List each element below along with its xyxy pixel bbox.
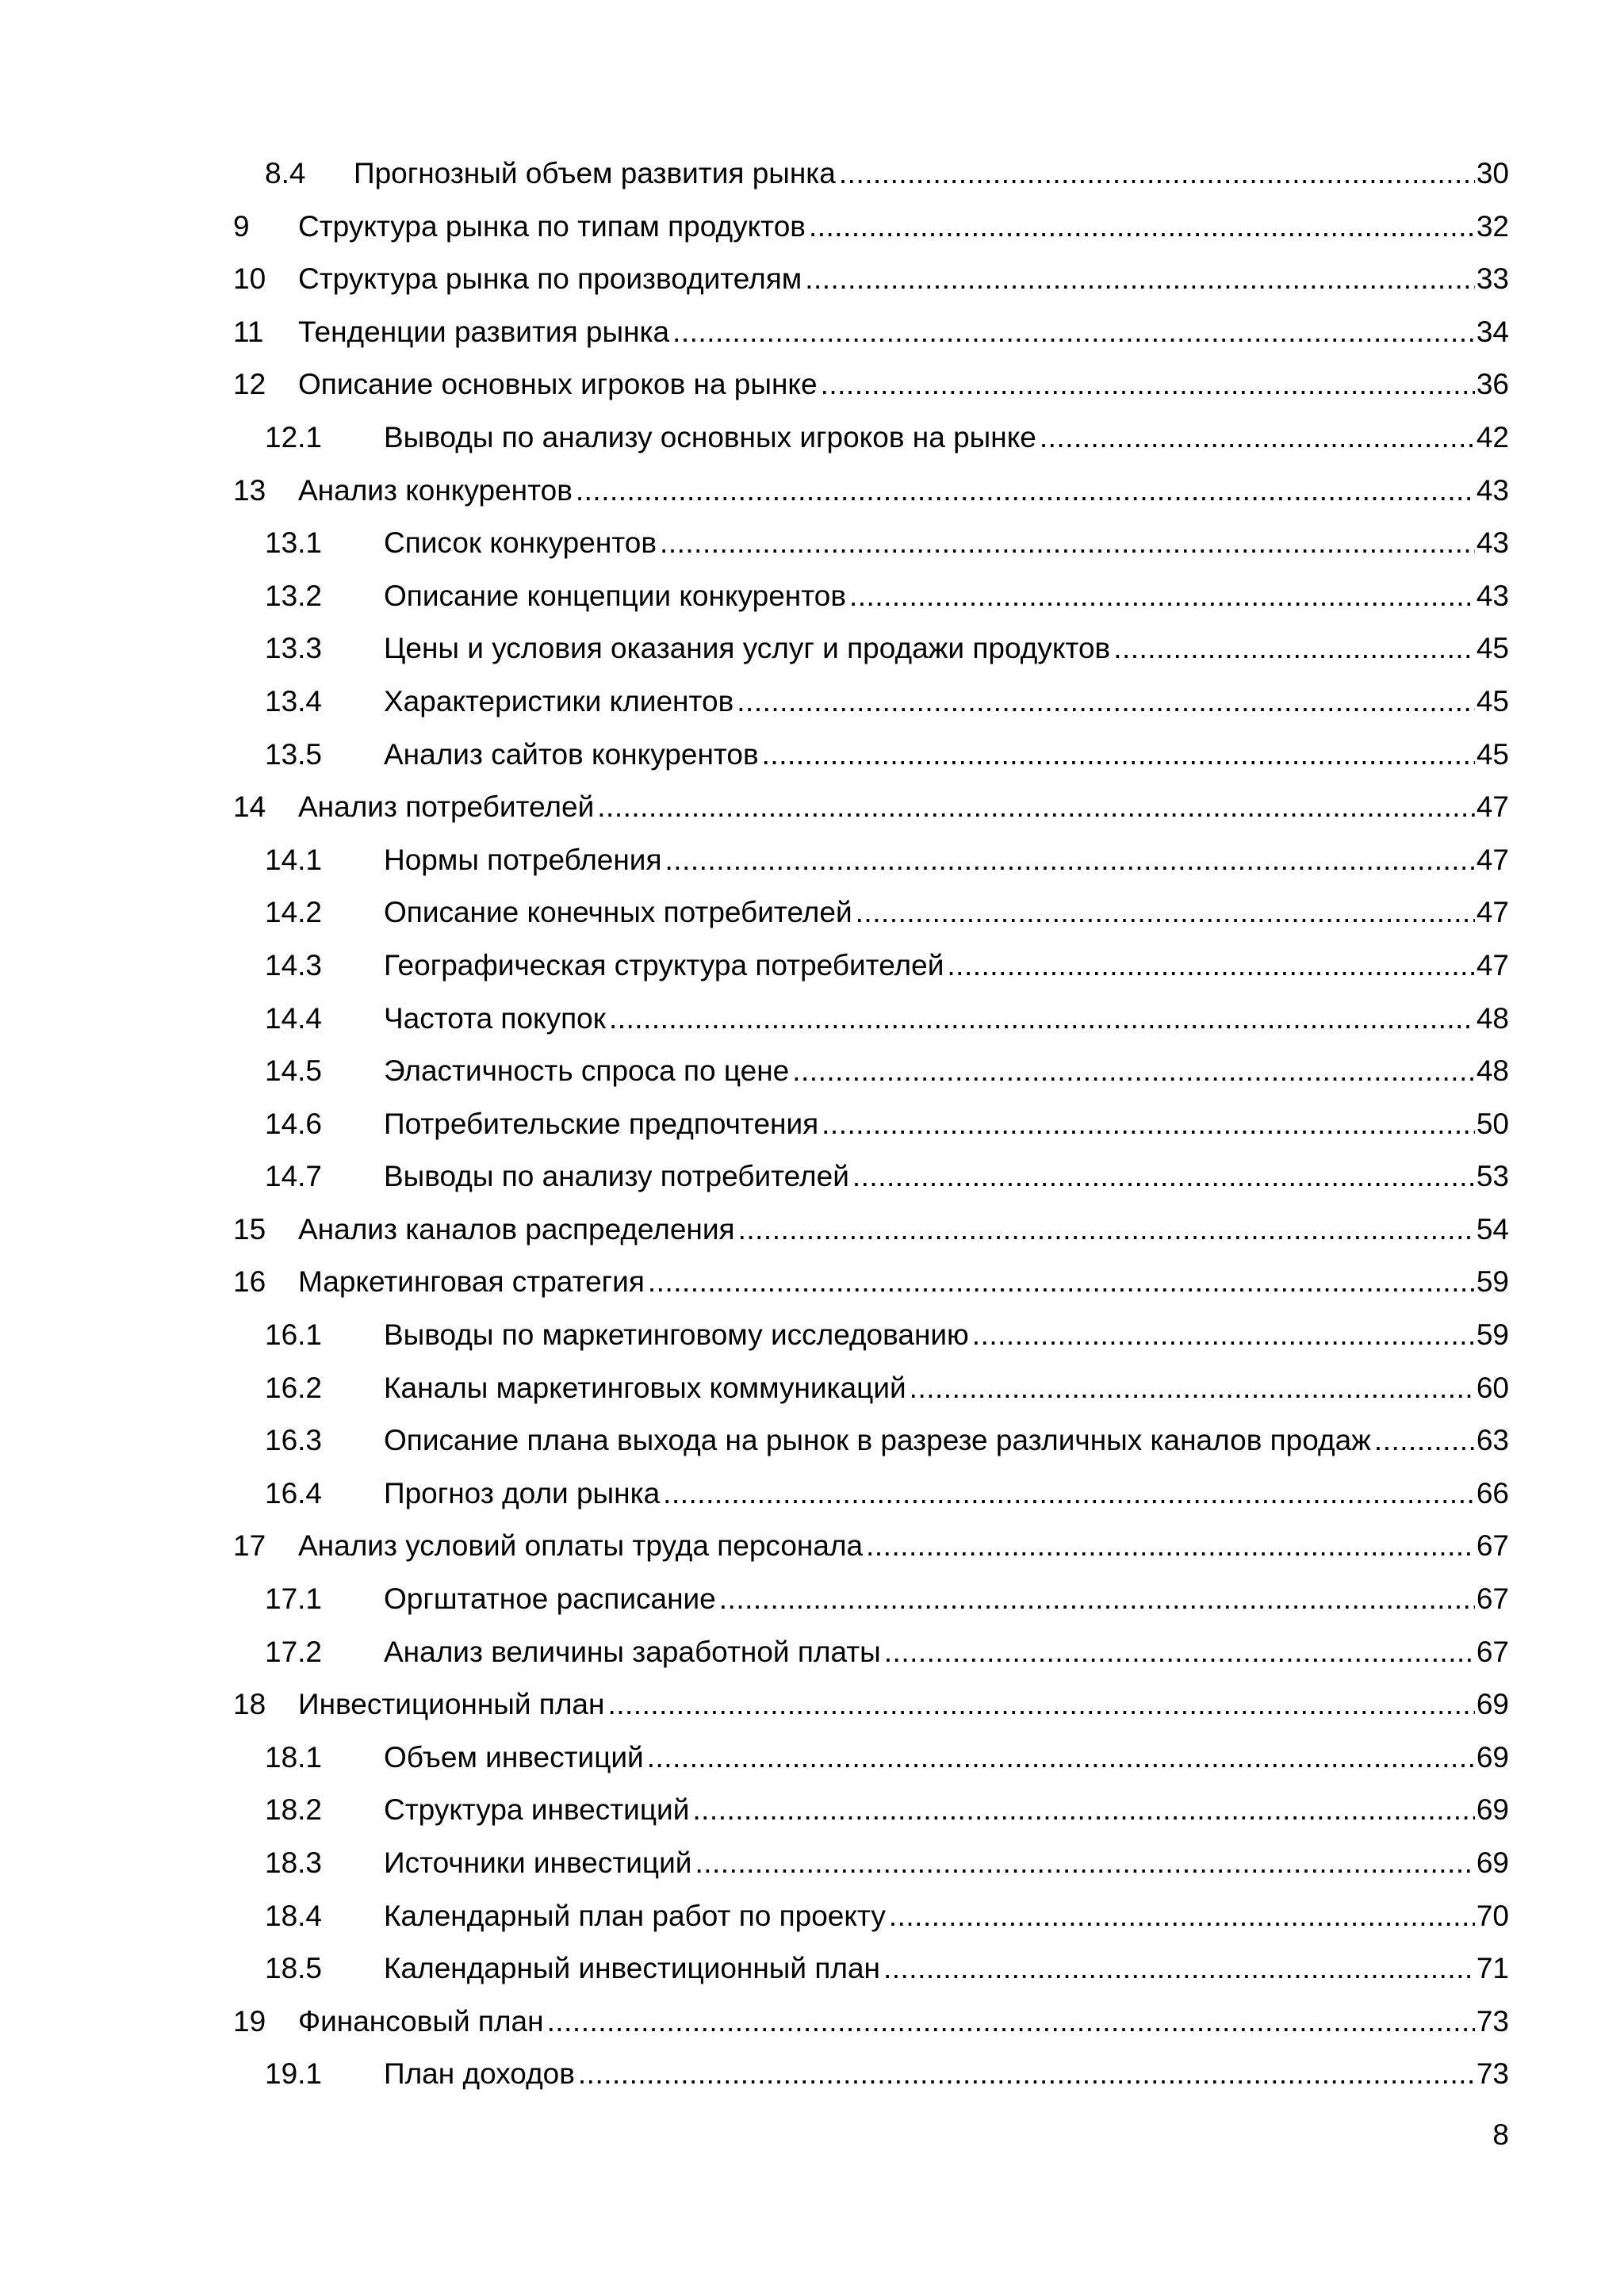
- toc-entry-page: 45: [1476, 737, 1509, 771]
- toc-entry[interactable]: [0, 1468, 1624, 1521]
- toc-entry-number: 13.1: [265, 526, 323, 560]
- toc-entry-page: 47: [1476, 896, 1509, 929]
- toc-dot-leader: [576, 465, 1475, 518]
- toc-entry[interactable]: [0, 1626, 1624, 1679]
- toc-entry[interactable]: [0, 1362, 1624, 1415]
- toc-entry[interactable]: [0, 729, 1624, 782]
- toc-dot-leader: [821, 358, 1475, 411]
- toc-entry-page: 48: [1476, 1054, 1509, 1088]
- toc-entry-title: Календарный план работ по проекту: [384, 1899, 886, 1932]
- toc-entry-number: 14.7: [265, 1160, 323, 1193]
- toc-entry-number: 13.4: [265, 684, 323, 718]
- toc-entry-number: 13.3: [265, 632, 323, 665]
- toc-entry-number: 16: [233, 1265, 266, 1299]
- toc-entry-page: 59: [1476, 1318, 1509, 1352]
- toc-entry-number: 12.1: [265, 420, 323, 453]
- toc-entry-page: 34: [1476, 315, 1509, 348]
- toc-entry-number: 14: [233, 790, 266, 824]
- toc-entry-number: 15: [233, 1212, 266, 1246]
- toc-entry-title: Анализ величины заработной платы: [384, 1635, 881, 1668]
- toc-entry-page: 67: [1476, 1635, 1509, 1668]
- toc-dot-leader: [607, 1678, 1474, 1732]
- toc-entry-title: Цены и условия оказания услуг и продажи продуктов: [384, 632, 1111, 665]
- toc-dot-leader: [1040, 411, 1475, 465]
- toc-entry-page: 69: [1476, 1793, 1509, 1827]
- toc-entry[interactable]: [0, 1996, 1624, 2049]
- toc-entry-number: 9: [233, 209, 250, 243]
- toc-entry-number: 17.1: [265, 1582, 323, 1616]
- toc-entry-page: 33: [1476, 262, 1509, 296]
- toc-entry[interactable]: [0, 570, 1624, 623]
- toc-entry-page: 73: [1476, 2004, 1509, 2038]
- toc-entry[interactable]: [0, 675, 1624, 729]
- toc-entry-title: Инвестиционный план: [298, 1688, 605, 1721]
- toc-dot-leader: [737, 675, 1475, 729]
- toc-dot-leader: [972, 1309, 1475, 1362]
- toc-entry-title: Анализ конкурентов: [298, 473, 573, 507]
- toc-entry-page: 69: [1476, 1740, 1509, 1774]
- toc-dot-leader: [852, 1150, 1475, 1203]
- toc-entry-number: 13: [233, 473, 266, 507]
- toc-entry[interactable]: [0, 886, 1624, 939]
- toc-entry-page: 32: [1476, 209, 1509, 243]
- toc-entry-page: 43: [1476, 526, 1509, 560]
- toc-entry-page: 70: [1476, 1899, 1509, 1932]
- toc-dot-leader: [822, 1098, 1475, 1151]
- toc-dot-leader: [695, 1837, 1474, 1890]
- toc-entry[interactable]: [0, 1045, 1624, 1098]
- toc-entry-page: 43: [1476, 579, 1509, 612]
- toc-entry-page: 36: [1476, 368, 1509, 401]
- toc-entry[interactable]: [0, 1837, 1624, 1890]
- toc-entry-page: 50: [1476, 1107, 1509, 1140]
- toc-entry-title: Нормы потребления: [384, 843, 662, 876]
- toc-entry-page: 60: [1476, 1371, 1509, 1404]
- toc-entry[interactable]: [0, 253, 1624, 306]
- toc-entry-title: Частота покупок: [384, 1001, 606, 1035]
- toc-entry[interactable]: [0, 622, 1624, 675]
- toc-entry[interactable]: [0, 1098, 1624, 1151]
- toc-entry[interactable]: [0, 1150, 1624, 1203]
- toc-dot-leader: [648, 1256, 1475, 1309]
- toc-entry-title: Прогнозный объем развития рынка: [354, 157, 836, 189]
- toc-entry-page: 66: [1476, 1476, 1509, 1510]
- toc-dot-leader: [660, 517, 1475, 570]
- toc-entry-number: 16.3: [265, 1424, 323, 1457]
- toc-entry-number: 12: [233, 368, 266, 401]
- toc-entry-title: Тенденции развития рынка: [298, 315, 670, 348]
- toc-entry-number: 14.3: [265, 948, 323, 982]
- toc-entry-number: 11: [233, 315, 264, 348]
- toc-entry-page: 45: [1476, 684, 1509, 718]
- toc-dot-leader: [665, 834, 1475, 887]
- toc-entry[interactable]: [0, 1732, 1624, 1785]
- toc-entry[interactable]: [0, 1784, 1624, 1837]
- toc-entry-page: 47: [1476, 948, 1509, 982]
- toc-entry-title: Объем инвестиций: [384, 1740, 644, 1774]
- toc-entry-number: 18.4: [265, 1899, 323, 1932]
- toc-entry[interactable]: [0, 358, 1624, 411]
- toc-entry-number: 14.4: [265, 1001, 323, 1035]
- toc-entry-number: 13.2: [265, 579, 323, 612]
- toc-entry-number: 17.2: [265, 1635, 323, 1668]
- toc-entry[interactable]: [0, 465, 1624, 518]
- toc-entry-number: 18.5: [265, 1952, 323, 1985]
- toc-entry-page: 48: [1476, 1001, 1509, 1035]
- toc-entry-page: 71: [1476, 1952, 1509, 1985]
- toc-dot-leader: [1374, 1414, 1475, 1468]
- table-of-contents: [0, 147, 1624, 2101]
- toc-entry-title: Выводы по анализу потребителей: [384, 1160, 849, 1193]
- toc-entry[interactable]: [0, 1890, 1624, 1943]
- toc-entry-page: 54: [1476, 1212, 1509, 1246]
- toc-entry-title: Характеристики клиентов: [384, 684, 734, 718]
- toc-entry-number: 16.4: [265, 1476, 323, 1510]
- toc-entry-title: Структура инвестиций: [384, 1793, 690, 1827]
- toc-entry[interactable]: [0, 834, 1624, 887]
- toc-entry[interactable]: [0, 781, 1624, 834]
- toc-entry-page: 30: [1476, 157, 1509, 189]
- toc-entry-number: 14.5: [265, 1054, 323, 1088]
- toc-dot-leader: [792, 1045, 1475, 1098]
- toc-dot-leader: [889, 1890, 1475, 1943]
- toc-dot-leader: [947, 939, 1474, 993]
- toc-entry-page: 67: [1476, 1529, 1509, 1563]
- toc-dot-leader: [849, 570, 1475, 623]
- toc-dot-leader: [672, 306, 1475, 359]
- toc-entry-number: 19: [233, 2004, 266, 2038]
- toc-dot-leader: [738, 1203, 1475, 1257]
- toc-dot-leader: [884, 1626, 1475, 1679]
- toc-entry-number: 14.2: [265, 896, 323, 929]
- toc-entry-title: Оргштатное расписание: [384, 1582, 716, 1616]
- toc-entry-title: Анализ потребителей: [298, 790, 595, 824]
- toc-dot-leader: [762, 729, 1475, 782]
- toc-entry-number: 19.1: [265, 2057, 323, 2091]
- toc-dot-leader: [839, 147, 1475, 201]
- toc-dot-leader: [1113, 622, 1475, 675]
- toc-dot-leader: [647, 1732, 1475, 1785]
- toc-dot-leader: [719, 1573, 1475, 1626]
- toc-entry[interactable]: [0, 147, 1624, 201]
- toc-entry-title: Структура рынка по производителям: [298, 262, 802, 296]
- toc-entry-title: Описание основных игроков на рынке: [298, 368, 818, 401]
- toc-entry-number: 14.6: [265, 1107, 323, 1140]
- toc-entry-page: 69: [1476, 1688, 1509, 1721]
- toc-dot-leader: [805, 253, 1475, 306]
- toc-entry[interactable]: [0, 993, 1624, 1046]
- toc-entry-title: Каналы маркетинговых коммуникаций: [384, 1371, 906, 1404]
- toc-dot-leader: [578, 2048, 1475, 2101]
- toc-dot-leader: [856, 886, 1475, 939]
- toc-entry-number: 8.4: [265, 157, 306, 189]
- toc-entry[interactable]: [0, 1942, 1624, 1996]
- toc-entry-title: План доходов: [384, 2057, 575, 2091]
- toc-entry-number: 18.2: [265, 1793, 323, 1827]
- toc-entry[interactable]: [0, 1309, 1624, 1362]
- toc-entry[interactable]: [0, 1414, 1624, 1468]
- toc-entry-title: Географическая структура потребителей: [384, 948, 944, 982]
- toc-entry[interactable]: [0, 1203, 1624, 1257]
- toc-entry-page: 45: [1476, 632, 1509, 665]
- toc-entry-title: Анализ каналов распределения: [298, 1212, 735, 1246]
- toc-entry-title: Финансовый план: [298, 2004, 544, 2038]
- toc-entry-title: Структура рынка по типам продуктов: [298, 209, 806, 243]
- toc-entry-page: 47: [1476, 790, 1509, 824]
- toc-entry-number: 16.2: [265, 1371, 323, 1404]
- toc-entry-title: Календарный инвестиционный план: [384, 1952, 880, 1985]
- toc-entry-title: Прогноз доли рынка: [384, 1476, 661, 1510]
- toc-entry-page: 42: [1476, 420, 1509, 453]
- toc-dot-leader: [663, 1468, 1475, 1521]
- toc-entry-page: 59: [1476, 1265, 1509, 1299]
- toc-entry[interactable]: [0, 939, 1624, 993]
- toc-entry-title: Выводы по анализу основных игроков на рынке: [384, 420, 1036, 453]
- toc-entry-title: Описание конечных потребителей: [384, 896, 852, 929]
- toc-dot-leader: [547, 1996, 1475, 2049]
- toc-entry-number: 18: [233, 1688, 266, 1721]
- toc-entry-title: Анализ условий оплаты труда персонала: [298, 1529, 864, 1563]
- toc-entry-title: Потребительские предпочтения: [384, 1107, 819, 1140]
- toc-entry[interactable]: [0, 201, 1624, 254]
- toc-entry[interactable]: [0, 2048, 1624, 2101]
- toc-entry[interactable]: [0, 1678, 1624, 1732]
- toc-dot-leader: [866, 1520, 1475, 1573]
- toc-entry-title: Маркетинговая стратегия: [298, 1265, 645, 1299]
- toc-dot-leader: [597, 781, 1475, 834]
- toc-dot-leader: [910, 1362, 1475, 1415]
- toc-entry-number: 17: [233, 1529, 266, 1563]
- toc-dot-leader: [692, 1784, 1474, 1837]
- toc-entry-title: Выводы по маркетинговому исследованию: [384, 1318, 969, 1352]
- toc-entry[interactable]: [0, 1520, 1624, 1573]
- toc-entry-title: Описание концепции конкурентов: [384, 579, 846, 612]
- toc-entry-title: Эластичность спроса по цене: [384, 1054, 790, 1088]
- toc-entry-number: 10: [233, 262, 266, 296]
- toc-entry-number: 18.3: [265, 1846, 323, 1879]
- page-number: 8: [1492, 2118, 1509, 2151]
- toc-entry[interactable]: [0, 1573, 1624, 1626]
- toc-entry-title: Анализ сайтов конкурентов: [384, 737, 759, 771]
- toc-entry-page: 53: [1476, 1160, 1509, 1193]
- toc-entry-title: Источники инвестиций: [384, 1846, 692, 1879]
- toc-entry[interactable]: [0, 1256, 1624, 1309]
- toc-entry-number: 16.1: [265, 1318, 323, 1352]
- toc-entry[interactable]: [0, 517, 1624, 570]
- toc-dot-leader: [609, 993, 1475, 1046]
- toc-entry-title: Описание плана выхода на рынок в разрезе различных каналов продаж: [384, 1424, 1371, 1457]
- toc-entry[interactable]: [0, 411, 1624, 465]
- toc-entry-page: 73: [1476, 2057, 1509, 2091]
- toc-entry-page: 69: [1476, 1846, 1509, 1879]
- toc-entry-page: 67: [1476, 1582, 1509, 1616]
- toc-entry-page: 43: [1476, 473, 1509, 507]
- toc-dot-leader: [809, 201, 1475, 254]
- toc-entry-page: 47: [1476, 843, 1509, 876]
- toc-entry-page: 63: [1476, 1424, 1509, 1457]
- toc-entry-number: 13.5: [265, 737, 323, 771]
- toc-entry-number: 18.1: [265, 1740, 323, 1774]
- toc-dot-leader: [883, 1942, 1475, 1996]
- toc-entry-title: Список конкурентов: [384, 526, 657, 560]
- toc-entry-number: 14.1: [265, 843, 323, 876]
- toc-entry[interactable]: [0, 306, 1624, 359]
